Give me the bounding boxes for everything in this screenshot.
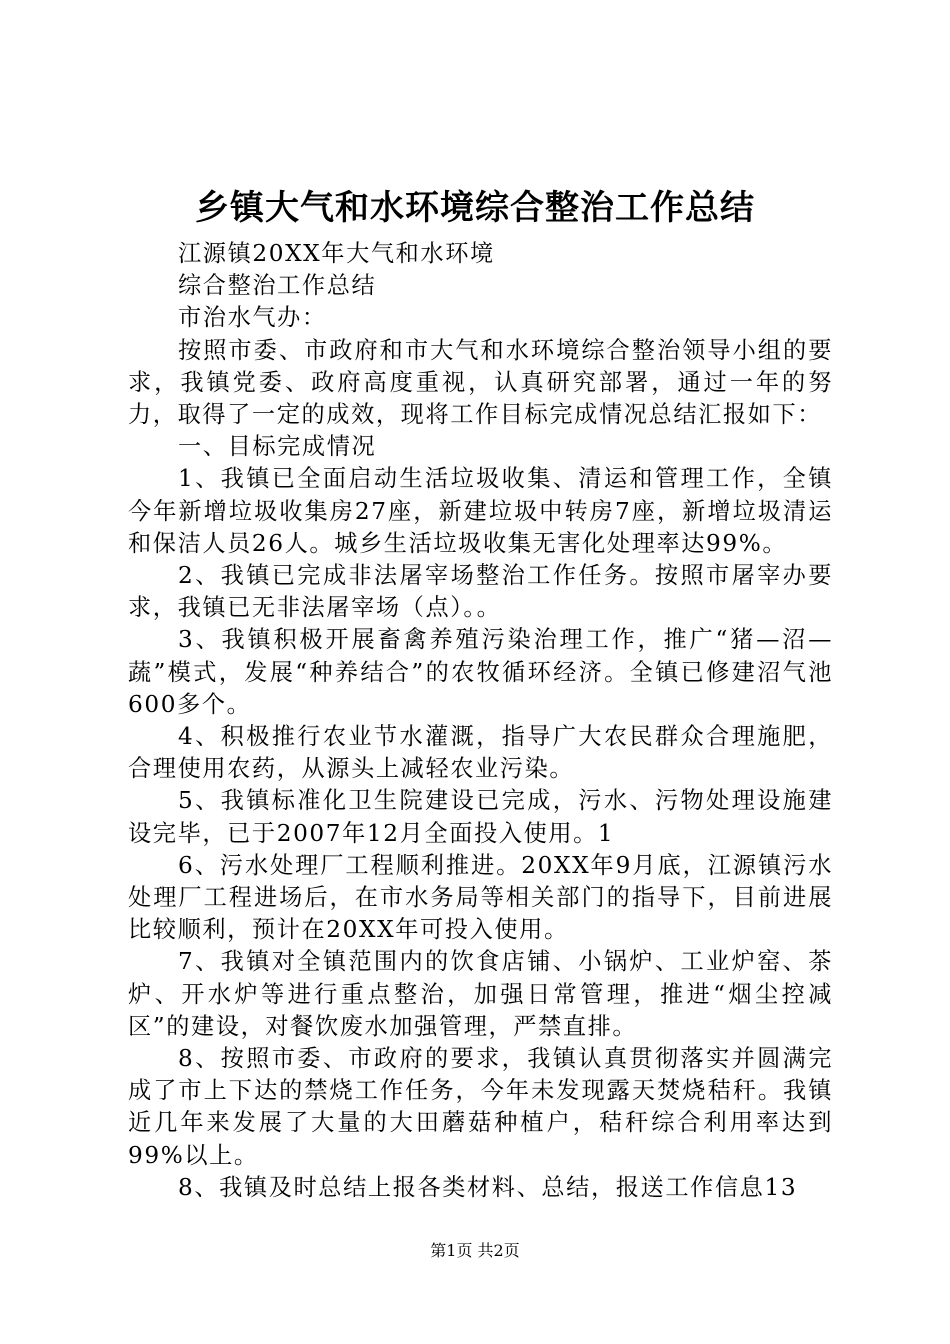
section-heading: 一、目标完成情况 <box>178 433 377 461</box>
salutation: 市治水气办： <box>178 304 327 332</box>
item-paragraph-8: 8、按照市委、市政府的要求，我镇认真贯彻落实并圆满完成了市上下达的禁烧工作任务，今年未发现露天焚烧秸秆。我镇近几年来发展了大量的大田蘑菇种植户，秸秆综合利用率达到99%以上。 <box>128 1045 833 1169</box>
item-paragraph-5: 5、我镇标准化卫生院建设已完成，污水、污物处理设施建设完毕，已于2007年12月全面投入使用。1 <box>128 787 833 847</box>
item-paragraph-6: 6、污水处理厂工程顺利推进。20XX年9月底，江源镇污水处理厂工程进场后，在市水务局等相关部门的指导下，目前进展比较顺利，预计在20XX年可投入使用。 <box>128 851 833 944</box>
item-paragraph-7: 7、我镇对全镇范围内的饮食店铺、小锅炉、工业炉窑、茶炉、开水炉等进行重点整治，加强日常管理，推进“烟尘控减区”的建设，对餐饮废水加强管理，严禁直排。 <box>128 948 833 1040</box>
page-footer: 第1页 共2页 <box>430 1241 520 1260</box>
document-body <box>128 238 833 1204</box>
item-paragraph-2: 2、我镇已完成非法屠宰场整治工作任务。按照市屠宰办要求，我镇已无非法屠宰场（点）。。 <box>128 562 833 622</box>
subtitle-line-1: 江源镇20XX年大气和水环境 <box>178 240 495 267</box>
subtitle-line-2: 综合整治工作总结 <box>178 272 377 300</box>
item-paragraph-1: 1、我镇已全面启动生活垃圾收集、清运和管理工作，全镇今年新增垃圾收集房27座，新建垃圾中转房7座，新增垃圾清运和保洁人员26人。城乡生活垃圾收集无害化处理率达99%。 <box>128 465 833 557</box>
item-paragraph-3: 3、我镇积极开展畜禽养殖污染治理工作，推广“猪—沼—蔬”模式，发展“种养结合”的农牧循环经济。全镇已修建沼气池600多个。 <box>128 626 833 718</box>
document-title: 乡镇大气和水环境综合整治工作总结 <box>195 188 755 228</box>
item-paragraph-9: 8、我镇及时总结上报各类材料、总结，报送工作信息13 <box>178 1173 798 1201</box>
intro-paragraph: 按照市委、市政府和市大气和水环境综合整治领导小组的要求，我镇党委、政府高度重视，认真研究部署，通过一年的努力，取得了一定的成效，现将工作目标完成情况总结汇报如下： <box>128 336 833 429</box>
item-paragraph-4: 4、积极推行农业节水灌溉，指导广大农民群众合理施肥，合理使用农药，从源头上减轻农业污染。 <box>128 723 833 783</box>
